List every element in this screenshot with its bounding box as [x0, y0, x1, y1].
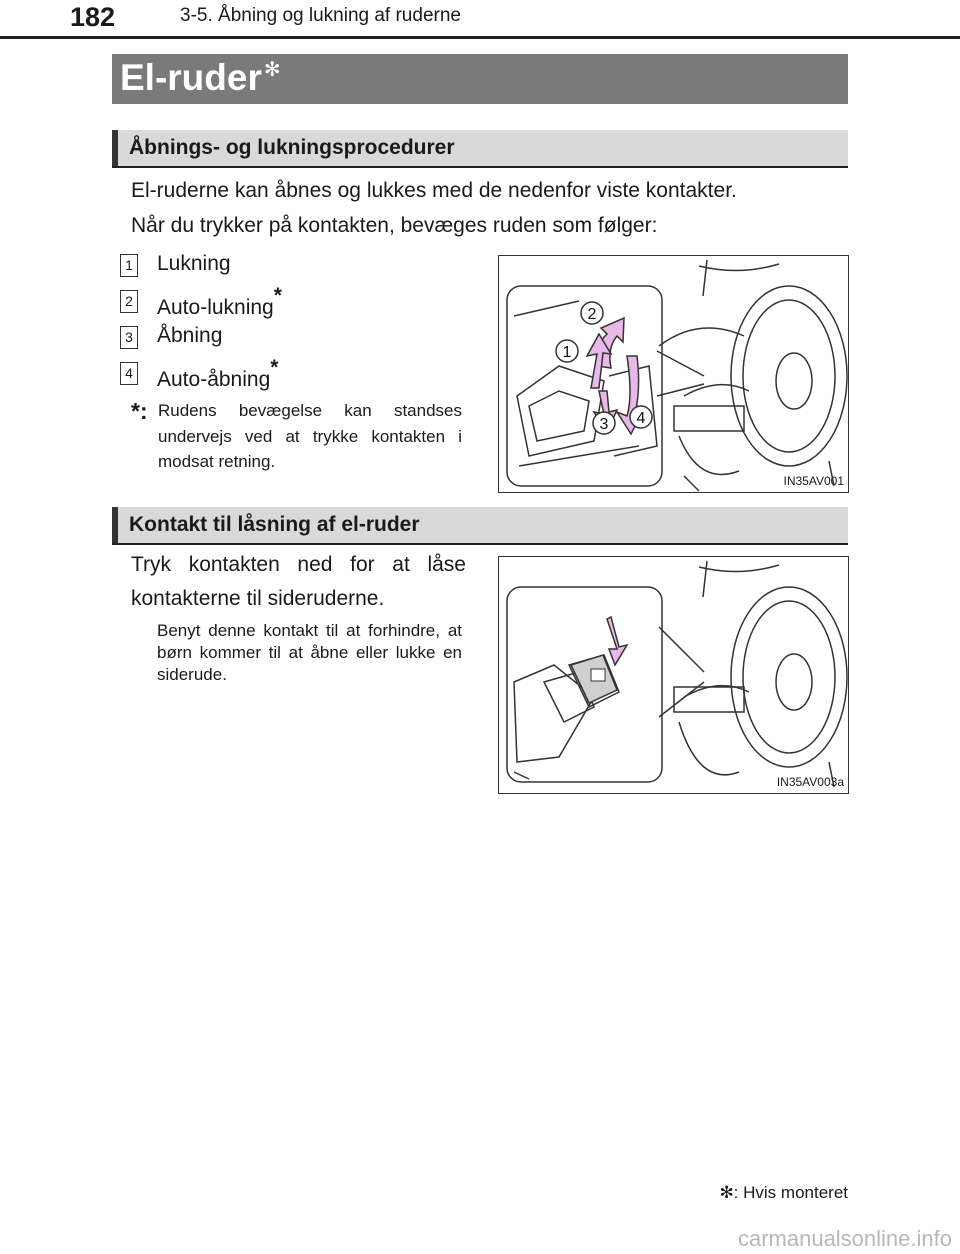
- page-title: [120, 57, 281, 99]
- lock-note: Benyt denne kontakt til at forhindre, at børn kommer til at åbne eller lukke en siderude.: [157, 621, 462, 684]
- note-text: Rudens bevægelse kan standses undervejs ved at trykke kontakten i modsat retning.: [158, 401, 462, 471]
- footnote-optional: ✻: Hvis monteret: [719, 1183, 848, 1202]
- callout-label: 4: [636, 410, 646, 427]
- item-label: Auto-lukning: [157, 296, 274, 319]
- lock-instruction: Tryk kontakten ned for at låse kontakterne til sideruderne.: [131, 553, 466, 610]
- item-number: 1: [120, 254, 138, 277]
- header-divider: [0, 36, 960, 39]
- section-marker: [112, 130, 118, 166]
- switch-illustration: [499, 256, 848, 492]
- item-number: 2: [120, 290, 138, 313]
- section-heading-text: Kontakt til låsning af el-ruder: [129, 513, 420, 536]
- page-number: 182: [70, 2, 116, 32]
- section-heading-procedures: [112, 130, 848, 168]
- figure-code: IN35AV003a: [776, 775, 844, 789]
- section-heading-lock-switch: [112, 507, 848, 545]
- press-arrow-icon: [607, 617, 627, 665]
- intro-paragraph-2: Når du trykker på kontakten, bevæges ruden som følger:: [131, 214, 658, 237]
- item-star: *: [273, 284, 282, 307]
- callout-label: 3: [599, 416, 609, 433]
- intro-paragraph: El-ruderne kan åbnes og lukkes med de nedenfor viste kontakter.: [131, 179, 737, 202]
- callout-label: 1: [562, 344, 572, 361]
- item-number: 4: [120, 362, 138, 385]
- item-label: Auto-åbning: [157, 368, 271, 391]
- figure-lock-switch: [498, 556, 849, 794]
- figure-code: IN35AV001: [783, 474, 844, 488]
- callout-label: 2: [587, 306, 597, 323]
- item-number: 3: [120, 326, 138, 349]
- optional-equipment-mark: ✻: [263, 59, 281, 81]
- page-title-text: El-ruder: [120, 57, 262, 98]
- watermark: carmanualsonline.info: [737, 1226, 952, 1251]
- item-label: Lukning: [157, 252, 231, 275]
- footnote-note: [131, 398, 462, 475]
- figure-window-switch: [498, 255, 849, 493]
- lock-switch-illustration: [499, 557, 848, 793]
- section-marker: [112, 507, 118, 543]
- note-mark: *:: [131, 398, 148, 424]
- section-heading-text: Åbnings- og lukningsprocedurer: [129, 136, 455, 159]
- item-label: Åbning: [157, 324, 223, 347]
- chapter-title: 3-5. Åbning og lukning af ruderne: [180, 5, 461, 26]
- item-star: *: [270, 356, 279, 379]
